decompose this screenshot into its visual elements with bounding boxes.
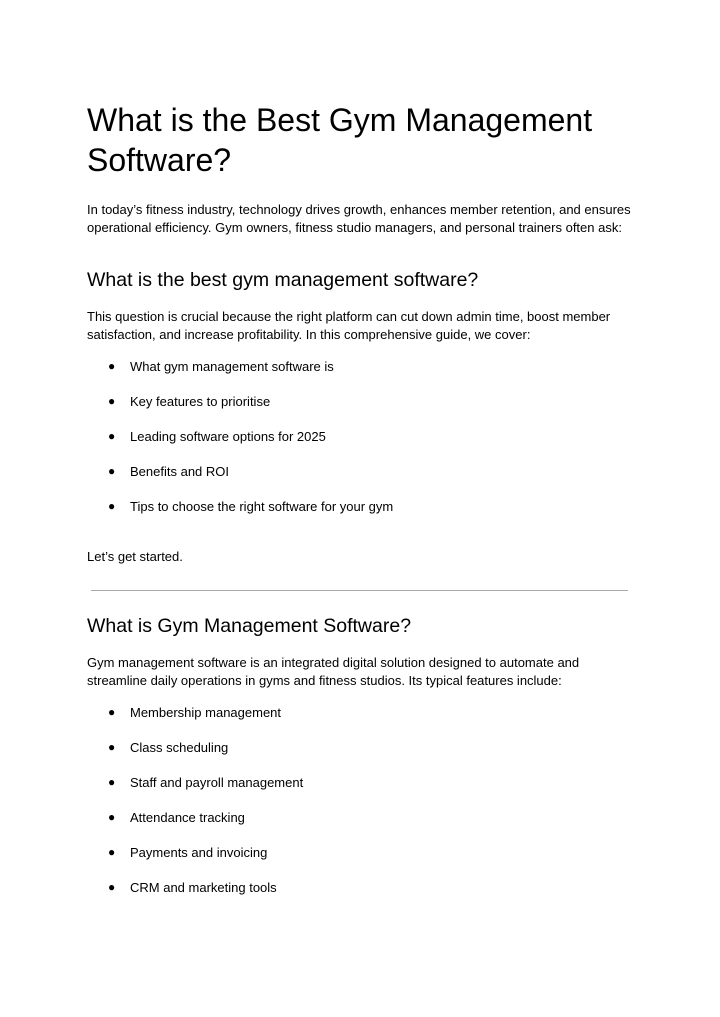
list-item-text: Benefits and ROI [130,464,229,480]
list-item-text: Tips to choose the right software for your gym [130,499,394,515]
section-paragraph: Gym management software is an integrated digital solution designed to automate and streamline daily operations in gyms and fitness studios. Its typical features include: [87,655,580,688]
start-paragraph: Let’s get started. [87,549,183,564]
list-item-text: Staff and payroll management [130,775,304,791]
list-item [87,774,632,809]
list-item [87,704,632,739]
list-item [87,358,632,393]
question-paragraph: This question is crucial because the right platform can cut down admin time, boost member satisfaction, and increase profitability. In this comprehensive guide, we cover: [87,309,611,342]
list-item-text: CRM and marketing tools [130,880,277,896]
list-item [87,463,632,498]
list-item [87,393,632,428]
list-item [87,879,632,914]
bullet-icon: ● [108,810,116,825]
guide-list [87,358,632,533]
document-title: What is the Best Gym Management Software? [87,102,593,178]
list-item-text: Class scheduling [130,740,229,756]
bullet-icon: ● [108,845,116,860]
bullet-icon: ● [108,464,116,479]
section-heading: What is Gym Management Software? [87,615,412,637]
list-item [87,809,632,844]
bullet-icon: ● [108,429,116,444]
list-item-text: Attendance tracking [130,810,245,826]
list-item-text: Leading software options for 2025 [130,429,326,445]
list-item-text: Key features to prioritise [130,394,271,410]
bullet-icon: ● [108,740,116,755]
bullet-icon: ● [108,880,116,895]
feature-list [87,704,632,915]
list-item [87,498,632,533]
list-item-text: Membership management [130,705,282,720]
list-item [87,428,632,463]
list-item-text: What gym management software is [130,359,334,374]
bullet-icon: ● [108,705,116,719]
question-heading: What is the best gym management software? [87,269,479,291]
horizontal-divider [91,590,628,591]
bullet-icon: ● [108,359,116,373]
bullet-icon: ● [108,499,116,514]
list-item [87,739,632,774]
intro-paragraph: In today’s fitness industry, technology drives growth, enhances member retention, and ensures operational efficiency. Gym owners, fitness studio managers, and personal trainers often ask: [87,202,631,235]
list-item [87,844,632,879]
list-item-text: Payments and invoicing [130,845,268,861]
bullet-icon: ● [108,775,116,790]
bullet-icon: ● [108,394,116,409]
